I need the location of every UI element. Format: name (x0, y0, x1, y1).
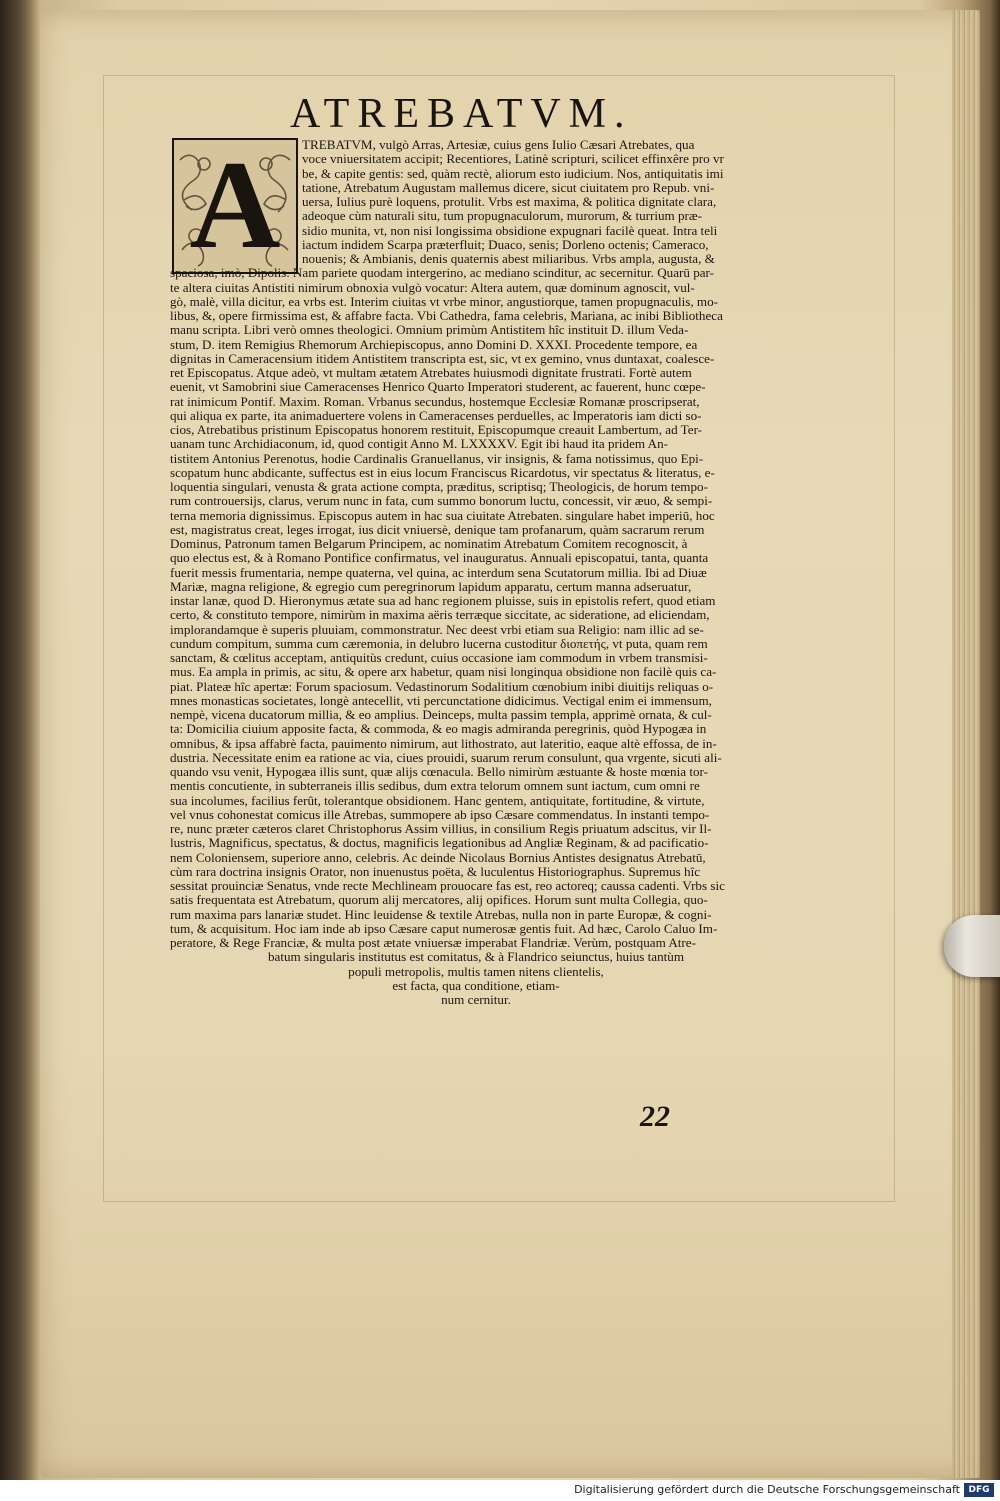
text-line: voce vniuersitatem accipit; Recentiores, Latinè scripturi, scilicet effinxêre pro vr (302, 152, 724, 167)
text-line: rum maxima pars lanariæ studet. Hinc leuidense & textile Atrebas, nulla non in parte Europæ, & cogni- (170, 907, 712, 922)
footer-bar (0, 1480, 1000, 1501)
initial-letter: A (189, 138, 281, 274)
closing-text (170, 950, 782, 1007)
text-line: adeoque cùm naturali situ, tum propugnaculorum, murorum, & turrium præ- (302, 209, 703, 224)
text-line: scopatum hunc abdicante, suffectus est in eius locum Franciscus Ricardotus, vir spectatus & literatus, e- (170, 465, 715, 480)
page-clip (944, 915, 1000, 977)
text-line: te altera ciuitas Antistiti nimirum obnoxia vulgò vocatur: Altera autem, quæ dominum agnoscit, vul- (170, 280, 695, 295)
closing-line: est facta, qua conditione, etiam- (392, 977, 560, 993)
text-line: mnes monasticas societates, longè antecellit, vti percunctatione didicimus. Vectigal enim ei immensum, (170, 693, 712, 708)
text-line: sua incolumes, facilius ferût, tolerantque obsidionem. Hanc gentem, antiquitate, fortitudine, & virtute, (170, 793, 705, 808)
text-line: vel vnus cohonestat comicus ille Atrebas, summopere ab ipso Cæsare commendatus. In instanti tempo- (170, 807, 710, 822)
dfg-logo: DFG (964, 1483, 994, 1497)
footer-credit: Digitalisierung gefördert durch die Deutsche Forschungsgemeinschaft (574, 1483, 960, 1496)
text-line: uersa, Iulius purè loquens, protulit. Vrbs est maxima, & politica dignitate clara, (302, 195, 717, 209)
text-line: cundum compitum, summa cum cæremonia, in delubro lucerna custoditur διοπετής, vt puta, quam rem (170, 636, 708, 651)
text-line: qui aliqua ex parte, ita animaduertere volens in Cameracenses perduelles, ac Imperatoris iam dicti so- (170, 408, 702, 423)
text-line: fuerit messis frumentaria, nempe quaterna, vel quina, ac interdum sena Scutatorum millia. Ibi ad Diuæ (170, 565, 707, 580)
text-line: ta: Domicilia ciuium apposite facta, & commoda, & eo magis admiranda peregrinis, quòd Hypogæa in (170, 722, 707, 737)
text-line: be, & capite gentis: sed, quàm rectè, aliorum esto iudicium. Nos, antiquitatis imi (302, 166, 724, 181)
text-line: Mariæ, magna religione, & egregio cum peregrinorum lapidum apparatu, certum manna adseruatur, (170, 579, 692, 594)
text-line: euenit, vt Samobrini siue Cameracenses Henrico Quarto Imperatori studerent, ac fauerent, hunc cœpe- (170, 380, 706, 395)
text-line: gò, malè, villa dicitur, ea vrbs est. Interim ciuitas vt vrbe minor, angustiorque, tamen propugnaculis, mo- (170, 294, 719, 309)
page-edges (952, 10, 980, 1478)
text-line: certo, & constituto tempore, nimirùm in maxima aëris terræque siccitate, ac sideratione, ad eliciendam, (170, 608, 710, 623)
text-line: tistitem Antonius Perenotus, hodie Cardinalis Granuellanus, vir insignis, & fama notissimus, quo Epi- (170, 451, 704, 466)
text-line: spaciosa, imò, Dipolis. Nam pariete quodam intergerino, ac mediano scinditur, ac secernitur. Quarū par- (170, 266, 715, 281)
text-line: tatione, Atrebatum Augustam mallemus dicere, sicut ciuitatem pro Repub. vni- (302, 180, 715, 195)
text-line: Dominus, Patronum tamen Belgarum Principem, ac nominatim Atrebatum Comitem recognoscit, à (170, 537, 688, 551)
text-line: dustria. Necessitate enim ea ratione ac via, ciues prouidi, suarum rerum consulunt, qua vrgente, sicuti ali- (170, 750, 722, 765)
text-line: lustris, Magnificus, spectatus, & doctus, magnificis legationibus ad Angliæ Reginam, & ad pacificatio- (170, 836, 709, 851)
text-line: ret Episcopatus. Atque adeò, vt multam ætatem Atrebates huiusmodi dignitate frustrati. Fortè autem (170, 366, 692, 380)
text-line: cùm rara doctrina insignis Orator, non inuenustus poëta, & luculentus Historiographus. Supremus hîc (170, 864, 701, 879)
text-line: nem Coloniensem, superiore anno, celebris. Ac deinde Nicolaus Bornius Antistes designatus Atrebatū, (170, 850, 706, 865)
text-line: terna memoria dignissimus. Episcopus autem in hac sua ciuitate Atrebaten. singulare habet imperiū, hoc (170, 508, 715, 523)
text-line: quo electus est, & à Romano Pontifice confirmatus, vel inauguratus. Annuali episcopatui, tanta, quanta (170, 551, 709, 566)
text-line: manu scripta. Libri verò omnes theologici. Omnium primùm Antistitem hîc instituit D. illum Veda- (170, 323, 689, 338)
text-line: loquentia singulari, venusta & grata actione compta, præditus, scriptisq; Theologicis, de horum tempo- (170, 480, 708, 494)
text-line: rat inimicum Pontif. Maxim. Roman. Vrbanus secundus, hostemque Ecclesiæ Romanæ proscripserat, (170, 394, 700, 409)
text-line: rum controuersijs, clarus, verum nunc in fata, cum summo bonorum luctu, concessit, vir æuo, & sempi- (170, 494, 713, 509)
text-line: mentis concutiente, in subterraneis illis sedibus, dum extra telorum omnem sunt iactum, cum omni re (170, 779, 700, 794)
text-line: uanam tunc Archidiaconum, id, quod contigit Anno M. LXXXXV. Egit ibi haud ita pridem An- (170, 437, 668, 452)
text-line: mus. Ea ampla in primis, ac situ, & opere arx habetur, quam nisi longinqua obsidione non facilè quis ca- (170, 665, 717, 680)
closing-line: batum singularis institutus est comitatus, & à Flandrico seiunctus, huius tantùm (267, 949, 685, 965)
text-line: nempè, vicena ducatorum millia, & eo amplius. Deinceps, multa passim templa, apprimè ornata, & cul- (170, 708, 712, 722)
text-line: re, nunc præter cæteros claret Christophorus Assim villius, in consilium Regis priuatum adscitus, vir Il- (170, 822, 712, 836)
text-line: est, magistratus creat, leges irrogat, ius dicit vniuersè, denique tam profanarum, quàm sacrarum rerum (170, 522, 705, 537)
text-line: peratore, & Rege Franciæ, & multa post ætate vniuersæ imperabat Flandriæ. Verùm, postquam Atre- (170, 936, 696, 950)
text-line: quando vsu venit, Hypogæa illis sunt, quæ alijs cœnacula. Bello nimirùm æstuante & hoste mœnia tor- (170, 765, 708, 779)
text-line: tum, & acquisitum. Hoc iam inde ab ipso Cæsare caput numerosæ gentis fuit. Ad hæc, Carolo Caluo Im- (170, 921, 718, 936)
text-line: libus, &, opere firmissima est, & affabre facta. Vbi Cathedra, fama celebris, Mariana, ac inibi Bibliotheca (170, 309, 723, 323)
text-line: sessitat prouinciæ Senatus, vnde recte Mechlineam prouocare fas est, reo actoreq; caussa cadenti. Vrbs sic (170, 879, 725, 893)
text-line: implorandamque è superis pluuiam, commonstratur. Nec deest vrbi etiam sua Religio: nam illic ad se- (170, 622, 704, 637)
text-line: nouenis; & Ambianis, denis quaternis abest miliaribus. Vrbs ampla, augusta, & (302, 252, 715, 266)
page-title: ATREBATVM. (290, 91, 633, 137)
text-line: sanctam, & cœlitus acceptam, antiquitùs credunt, cuius occasione iam commodum in vrbem transmisi- (170, 651, 708, 665)
text-line: piat. Plateæ hîc apertæ: Forum spaciosum. Vedastinorum Sodalitium cœnobium inibi diuitijs reliquas o- (170, 679, 714, 694)
closing-line: num cernitur. (441, 992, 511, 1007)
text-line: omnibus, & ipsa affabrè facta, pauimento nimirum, aut lithostrato, aut lateritio, eaque altè effossa, de in- (170, 736, 717, 751)
body-text (170, 138, 782, 950)
text-line: cios, Atrebatibus pristinum Episcopatus honorem restituit, Episcopumque creauit Lambertum, ad Ter- (170, 423, 703, 437)
text-line: stum, D. item Remigius Rhemorum Archiepiscopus, anno Domini D. XXXI. Procedente tempore, ea (170, 337, 698, 352)
text-line: dignitas in Cameracensium itidem Antistitem transcripta est, sic, vt ex gemino, vnus duntaxat, coalesce- (170, 351, 715, 366)
text-line: TREBATVM, vulgò Arras, Artesiæ, cuius gens Iulio Cæsari Atrebates, qua (302, 138, 695, 152)
text-line: iactum indidem Scarpa præterfluit; Duaco, senis; Dorleno octenis; Cameraco, (302, 237, 709, 252)
closing-line: populi metropolis, multis tamen nitens clientelis, (348, 963, 604, 979)
text-line: sidio munita, vt, non nisi longissima obsidione expugnari facilè queat. Intra teli (302, 223, 718, 238)
text-line: satis frequentata est Atrebatum, quorum alij mercatores, alij opifices. Horum sunt multa Collegia, quo- (170, 893, 708, 908)
folio-number: 22 (640, 1100, 670, 1133)
text-line: instar lanæ, quod D. Hieronymus ætate sua ad hanc regionem pluisse, suis in epistolis refert, quod etiam (170, 594, 716, 608)
